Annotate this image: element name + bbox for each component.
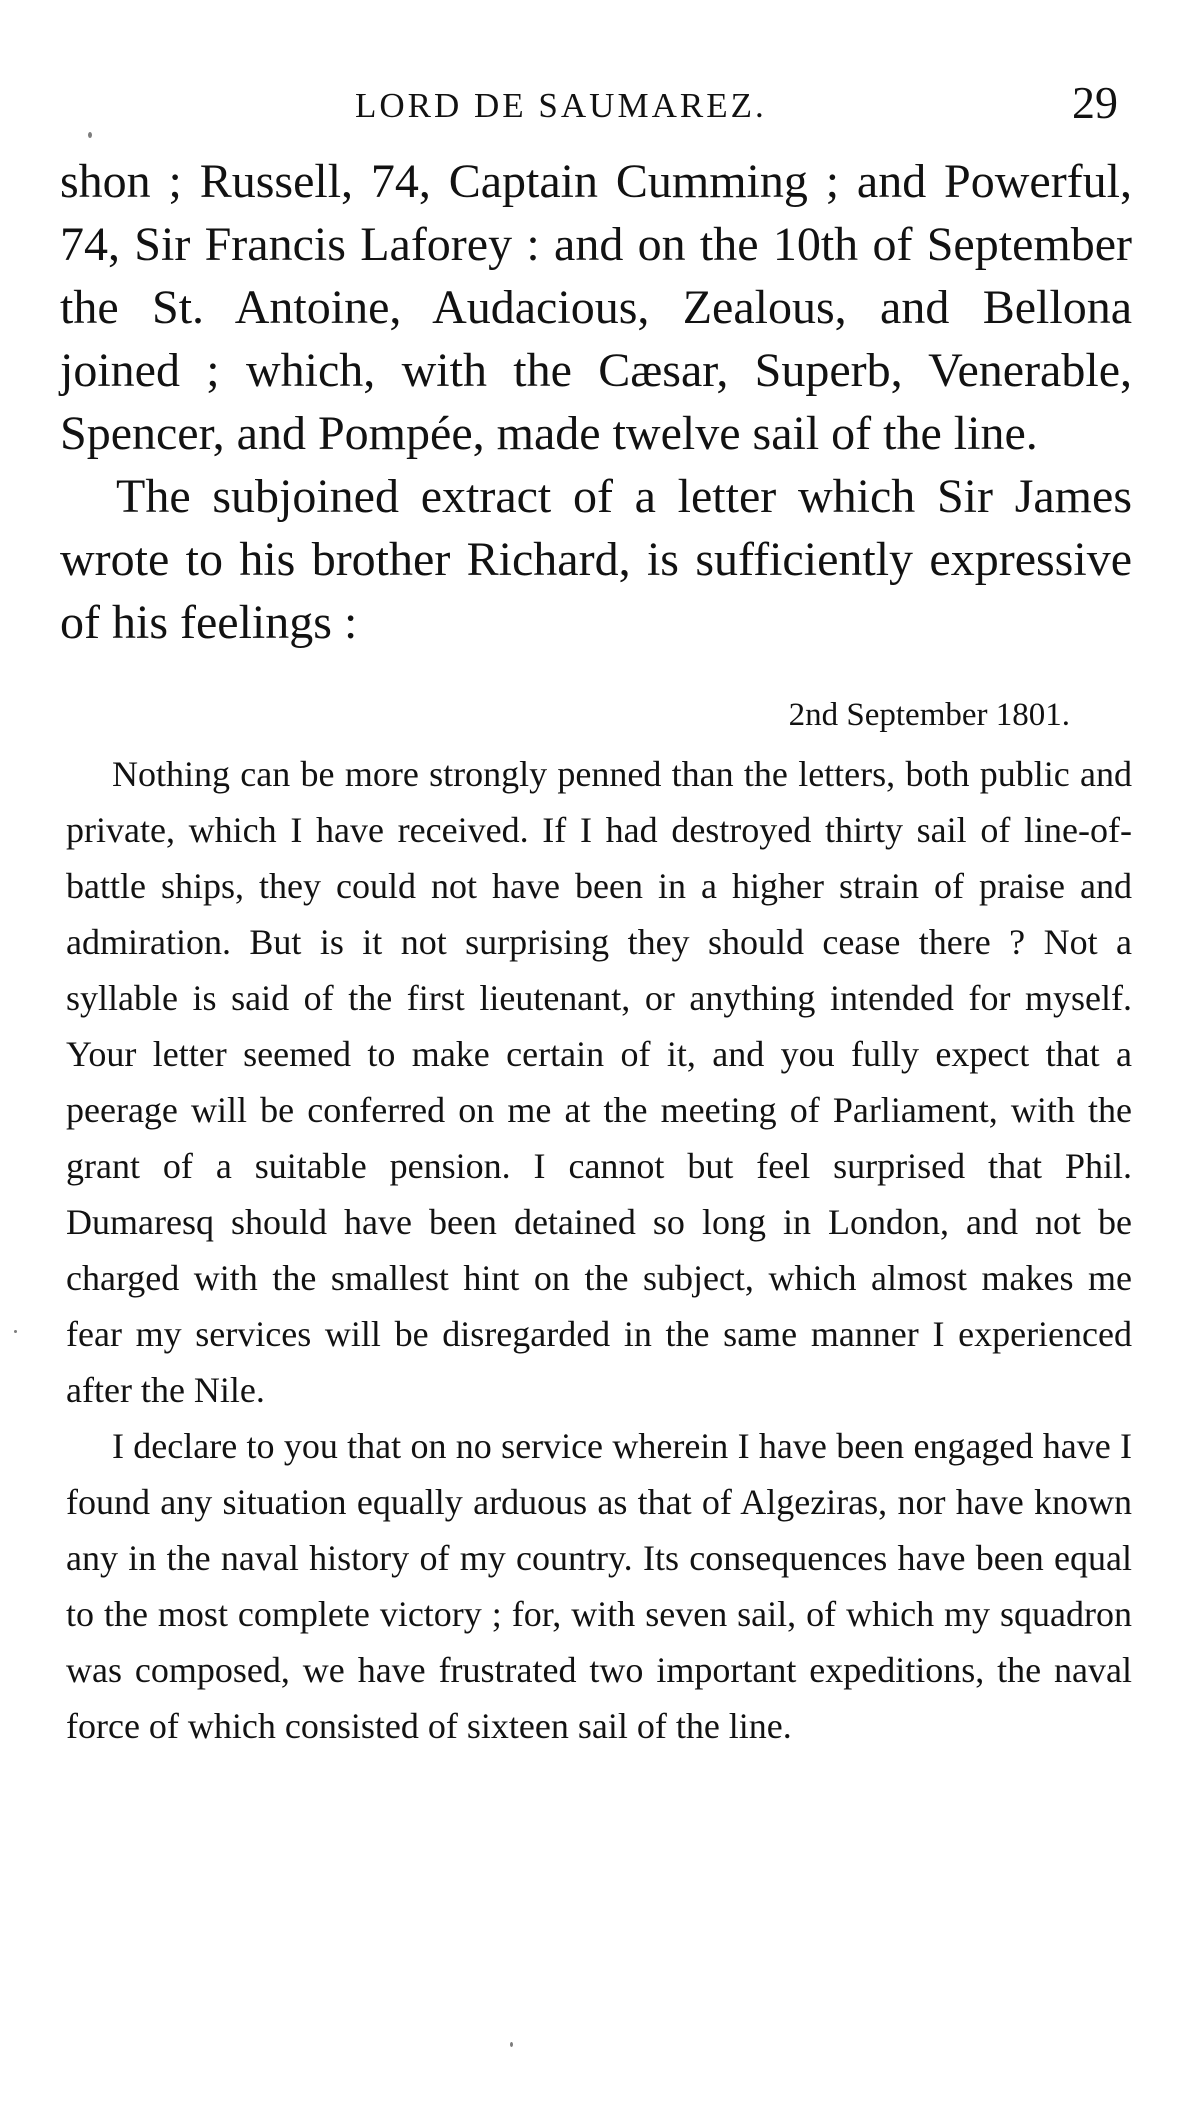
page-number: 29 xyxy=(1072,77,1118,128)
running-head: LORD DE SAUMAREZ. xyxy=(355,86,767,125)
letter-extract xyxy=(60,746,1132,1754)
letter-paragraph: I declare to you that on no service wherein I have been engaged have I found any situation equally arduous as that of Algeziras, nor have known any in the naval history of my country. Its consequences have been equal to the most complete victory ; for, with seven sail, of which my squadron was composed, we have frustrated two important expeditions, the naval force of which consisted of sixteen sail of the line. xyxy=(66,1426,1132,1746)
narrative-paragraph: shon ; Russell, 74, Captain Cumming ; and Powerful, 74, Sir Francis Laforey : and on the 10th of September the St. Antoine, Audacious, Zealous, and Bellona joined ; which, with the Cæsar, Superb, Venerable, Spencer, and Pompée, made twelve sail of the line. xyxy=(60,155,1132,460)
paper-speck xyxy=(510,2042,513,2047)
body-text xyxy=(60,150,1132,1754)
paper-speck xyxy=(14,1330,17,1333)
page-header xyxy=(0,76,1204,136)
paper-speck xyxy=(88,132,92,138)
narrative-paragraph: The subjoined extract of a letter which Sir James wrote to his brother Richard, is sufficiently expressive of his feelings : xyxy=(60,470,1132,649)
letter-date: 2nd September 1801. xyxy=(788,697,1070,733)
letter-paragraph: Nothing can be more strongly penned than the letters, both public and private, which I have received. If I had destroyed thirty sail of line-of-battle ships, they could not have been in a higher strain of praise and admiration. But is it not surprising they should cease there ? Not a syllable is said of the first lieutenant, or anything intended for myself. Your letter seemed to make certain of it, and you fully expect that a peerage will be conferred on me at the meeting of Parliament, with the grant of a suitable pension. I cannot but feel surprised that Phil. Dumaresq should have been detained so long in London, and not be charged with the smallest hint on the subject, which almost makes me fear my services will be disregarded in the same manner I experienced after the Nile. xyxy=(66,754,1132,1410)
